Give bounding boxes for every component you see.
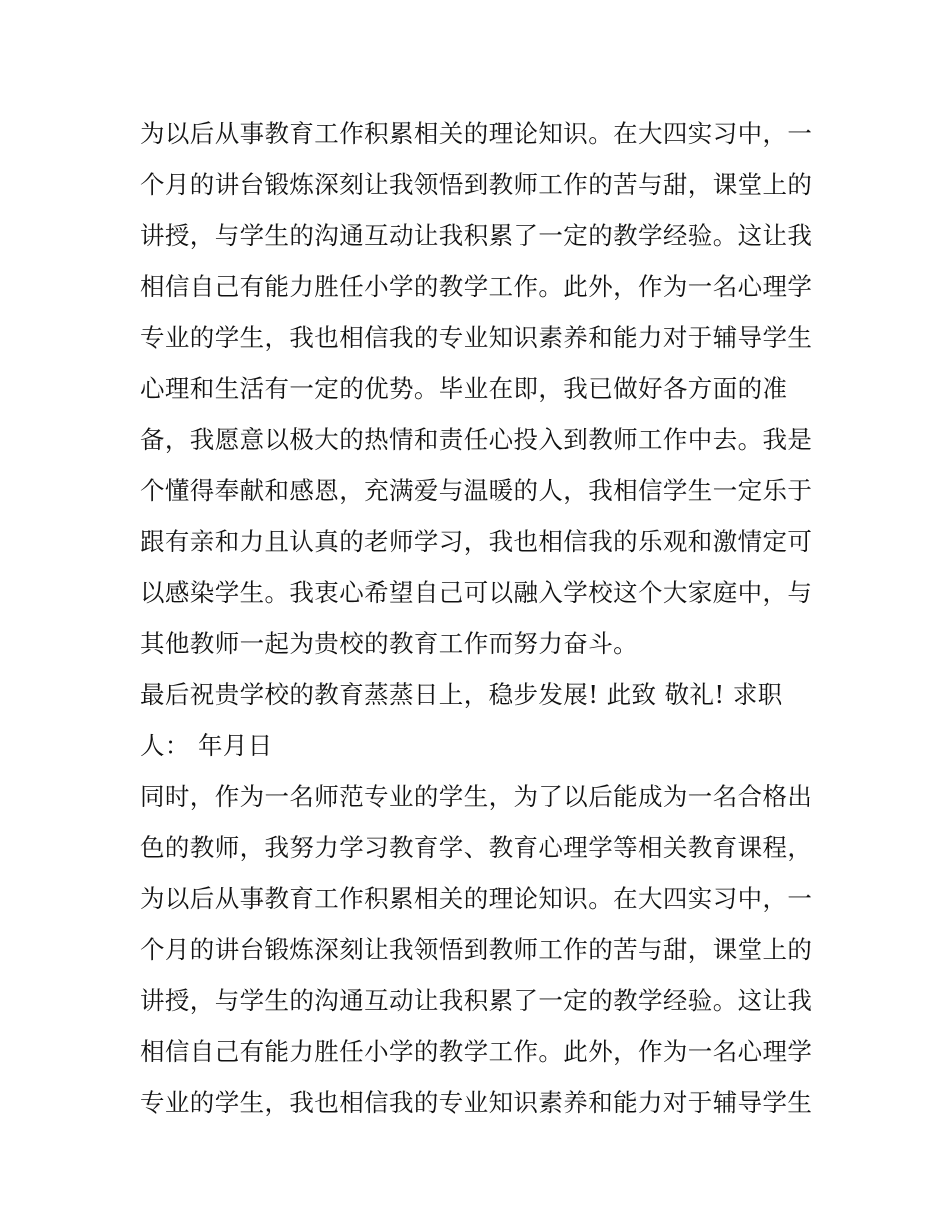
- text-line: 色的教师，我努力学习教育学、教育心理学等相关教育课程，: [140, 833, 813, 862]
- text-line: 心理和生活有一定的优势。毕业在即，我已做好各方面的准: [140, 374, 788, 403]
- text-line: 相信自己有能力胜任小学的教学工作。此外，作为一名心理学: [140, 1037, 813, 1066]
- text-line: 个懂得奉献和感恩，充满爱与温暖的人，我相信学生一定乐于: [140, 476, 813, 505]
- text-line: 跟有亲和力且认真的老师学习，我也相信我的乐观和激情定可: [140, 527, 813, 556]
- text-line: 同时，作为一名师范专业的学生，为了以后能成为一名合格出: [140, 782, 813, 811]
- text-line: 个月的讲台锻炼深刻让我领悟到教师工作的苦与甜，课堂上的: [140, 935, 813, 964]
- text-line: 个月的讲台锻炼深刻让我领悟到教师工作的苦与甜，课堂上的: [140, 170, 813, 199]
- text-line: 讲授，与学生的沟通互动让我积累了一定的教学经验。这让我: [140, 986, 813, 1015]
- signature-date-line: 人： 年月日: [140, 731, 273, 760]
- text-line: 备，我愿意以极大的热情和责任心投入到教师工作中去。我是: [140, 425, 813, 454]
- text-line: 为以后从事教育工作积累相关的理论知识。在大四实习中，一: [140, 884, 813, 913]
- text-line: 为以后从事教育工作积累相关的理论知识。在大四实习中，一: [140, 119, 813, 148]
- text-line: 最后祝贵学校的教育蒸蒸日上，稳步发展! 此致 敬礼! 求职: [140, 680, 783, 709]
- text-line: 其他教师一起为贵校的教育工作而努力奋斗。: [140, 629, 638, 658]
- text-line: 讲授，与学生的沟通互动让我积累了一定的教学经验。这让我: [140, 221, 813, 250]
- text-line: 专业的学生，我也相信我的专业知识素养和能力对于辅导学生: [140, 1088, 813, 1117]
- text-line: 专业的学生，我也相信我的专业知识素养和能力对于辅导学生: [140, 323, 813, 352]
- text-line: 相信自己有能力胜任小学的教学工作。此外，作为一名心理学: [140, 272, 813, 301]
- document-body: [140, 108, 820, 1128]
- text-line: 以感染学生。我衷心希望自己可以融入学校这个大家庭中，与: [140, 578, 813, 607]
